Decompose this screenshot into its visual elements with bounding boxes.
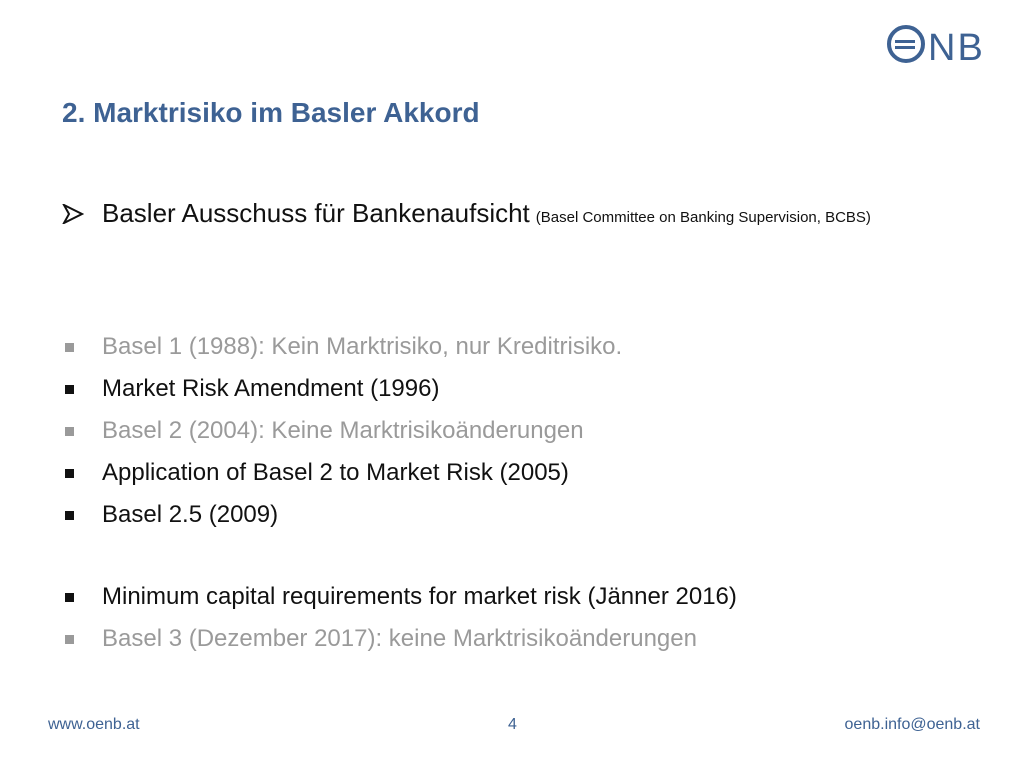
oenb-logo — [884, 22, 1000, 66]
footer-website-link[interactable]: www.oenb.at — [48, 716, 140, 733]
list-item — [62, 368, 737, 410]
square-bullet-icon — [65, 593, 74, 602]
list-item-text: Market Risk Amendment (1996) — [102, 375, 440, 402]
list-item — [62, 410, 737, 452]
list-item-text: Application of Basel 2 to Market Risk (2005) — [102, 459, 569, 486]
list-item-text: Minimum capital requirements for market risk (Jänner 2016) — [102, 583, 737, 610]
page-number: 4 — [508, 716, 517, 733]
list-item — [62, 494, 737, 536]
square-bullet-icon — [65, 511, 74, 520]
square-bullet-icon — [65, 635, 74, 644]
square-bullet-icon — [65, 469, 74, 478]
list-item — [62, 618, 737, 660]
list-item — [62, 326, 737, 368]
main-bullet — [62, 198, 871, 229]
main-bullet-text: Basler Ausschuss für Bankenaufsicht — [102, 198, 530, 228]
list-item-text: Basel 1 (1988): Kein Marktrisiko, nur Kreditrisiko. — [102, 333, 623, 360]
list-item-text: Basel 2.5 (2009) — [102, 501, 279, 528]
list-item-text: Basel 2 (2004): Keine Marktrisikoänderungen — [102, 417, 584, 444]
square-bullet-icon — [65, 385, 74, 394]
square-bullet-icon — [65, 427, 74, 436]
list-item — [62, 452, 737, 494]
main-bullet-note: (Basel Committee on Banking Supervision, BCBS) — [535, 209, 871, 226]
square-bullet-icon — [65, 343, 74, 352]
page-title: 2. Marktrisiko im Basler Akkord — [62, 97, 480, 128]
logo-text: NB — [928, 27, 985, 66]
list-item-text: Basel 3 (Dezember 2017): keine Marktrisikoänderungen — [102, 625, 697, 652]
arrow-bullet-icon — [62, 204, 84, 224]
list-item — [62, 576, 737, 618]
footer-email-link[interactable]: oenb.info@oenb.at — [844, 716, 980, 733]
bullet-list — [62, 326, 737, 660]
